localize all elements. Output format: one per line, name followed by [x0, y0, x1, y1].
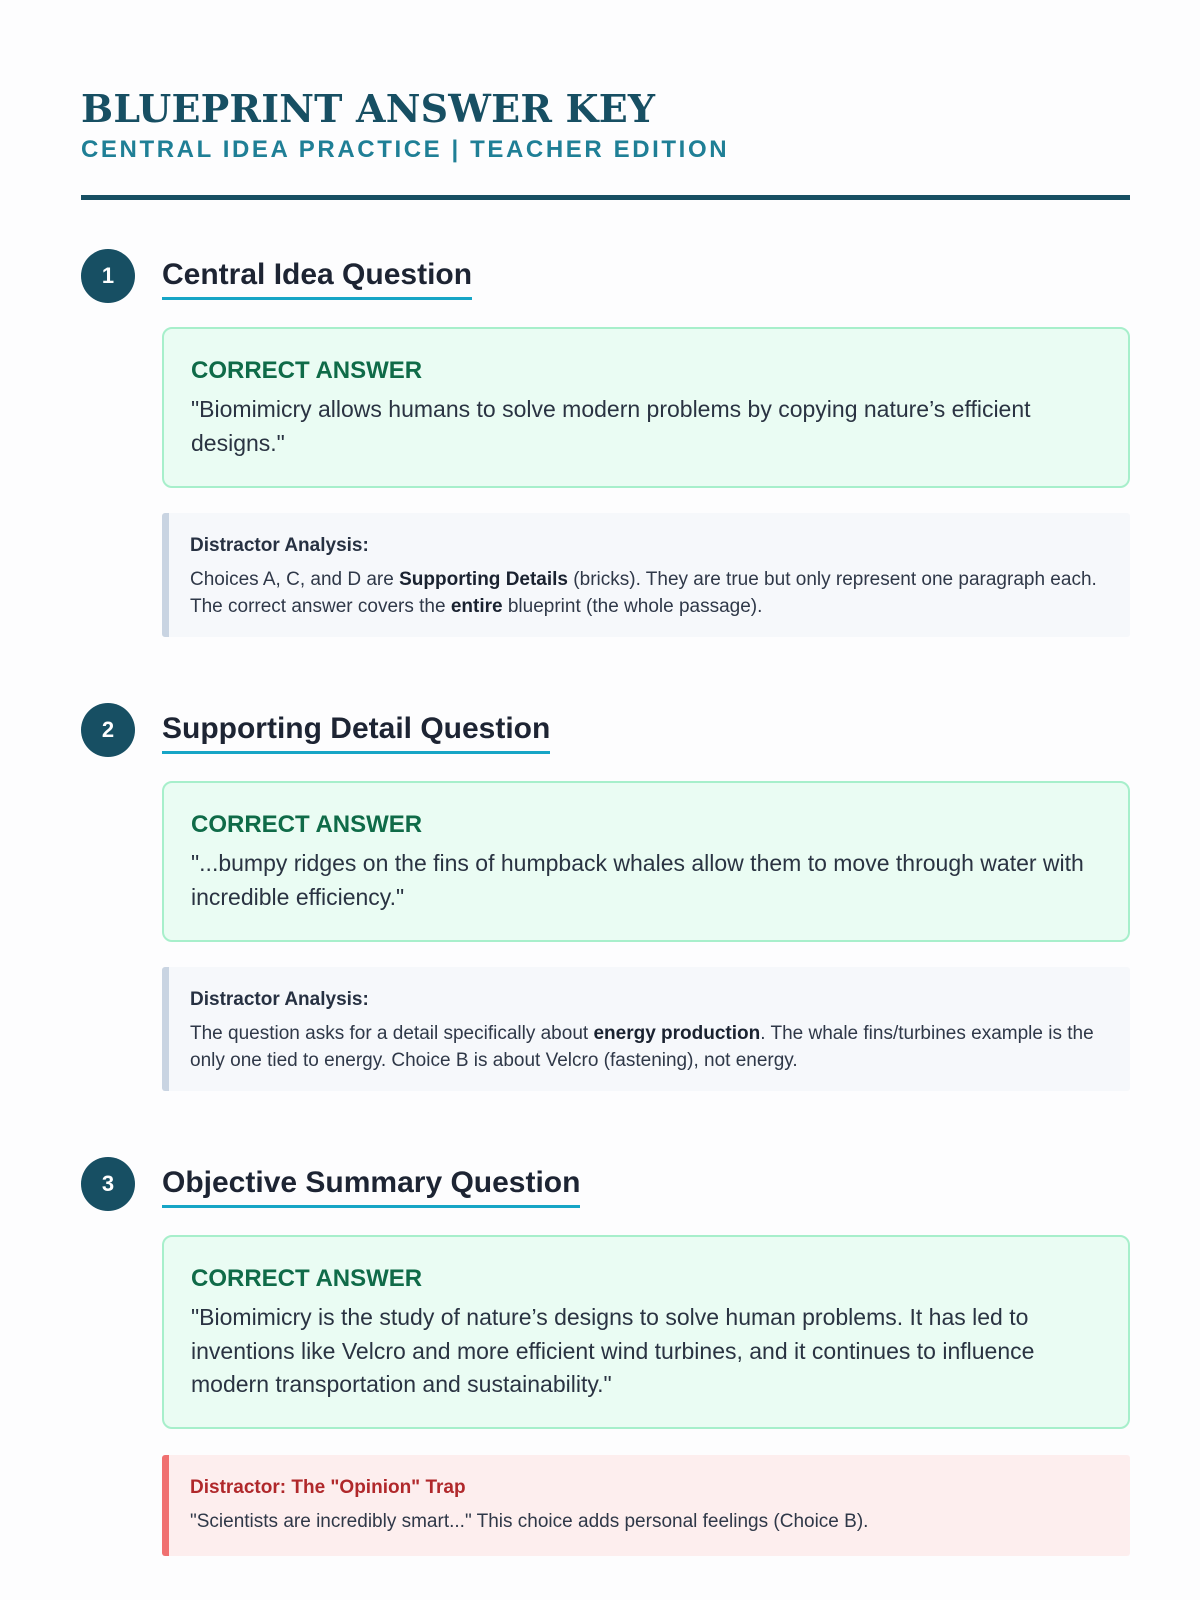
page-subtitle: CENTRAL IDEA PRACTICE | TEACHER EDITION — [81, 136, 730, 163]
distractor-analysis-box — [162, 967, 1130, 1091]
distractor-analysis-text — [190, 566, 1106, 620]
emphasis-text: Supporting Details — [399, 569, 569, 590]
question-number-badge: 2 — [81, 703, 135, 757]
correct-answer-box — [162, 1235, 1130, 1429]
page-header — [81, 85, 1130, 165]
body-text: blueprint (the whole passage). — [502, 596, 763, 617]
opinion-trap-box — [162, 1455, 1130, 1556]
header-divider — [81, 195, 1130, 200]
body-text: The question asks for a detail specifically about — [190, 1023, 594, 1044]
question-title: Central Idea Question — [162, 255, 472, 300]
opinion-trap-label: Distractor: The "Opinion" Trap — [190, 1477, 466, 1498]
emphasis-text: entire — [450, 596, 503, 617]
body-text: Choices A, C, and D are — [190, 569, 400, 590]
distractor-analysis-box — [162, 513, 1130, 637]
question-title: Supporting Detail Question — [162, 709, 550, 754]
question-title: Objective Summary Question — [162, 1163, 580, 1208]
distractor-analysis-label: Distractor Analysis: — [190, 535, 369, 556]
emphasis-text: energy production — [593, 1023, 761, 1044]
correct-answer-label: CORRECT ANSWER — [191, 1265, 423, 1292]
question-number-badge: 1 — [81, 249, 135, 303]
page-title: BLUEPRINT ANSWER KEY — [81, 86, 656, 131]
opinion-trap-text: "Scientists are incredibly smart..." This choice adds personal feelings (Choice B). — [190, 1511, 869, 1532]
body-text: (bricks). They are true but only represent one paragraph each. The correct answer covers the — [190, 569, 1097, 617]
distractor-analysis-label: Distractor Analysis: — [190, 989, 369, 1010]
correct-answer-label: CORRECT ANSWER — [191, 811, 423, 838]
correct-answer-text: "...bumpy ridges on the fins of humpback whales allow them to move through water with incredible efficiency." — [191, 850, 1084, 910]
correct-answer-box — [162, 327, 1130, 488]
distractor-analysis-text — [190, 1020, 1106, 1074]
correct-answer-text: "Biomimicry allows humans to solve modern problems by copying nature’s efficient designs." — [191, 396, 1031, 456]
question-number-badge: 3 — [81, 1157, 135, 1211]
correct-answer-label: CORRECT ANSWER — [191, 357, 423, 384]
body-text: . The whale fins/turbines example is the only one tied to energy. Choice B is about Velcro (fastening), not energy. — [190, 1023, 1094, 1071]
correct-answer-box — [162, 781, 1130, 942]
correct-answer-text: "Biomimicry is the study of nature’s designs to solve human problems. It has led to inventions like Velcro and more efficient wind turbines, and it continues to influence modern transportation and sustainability." — [191, 1304, 1035, 1397]
